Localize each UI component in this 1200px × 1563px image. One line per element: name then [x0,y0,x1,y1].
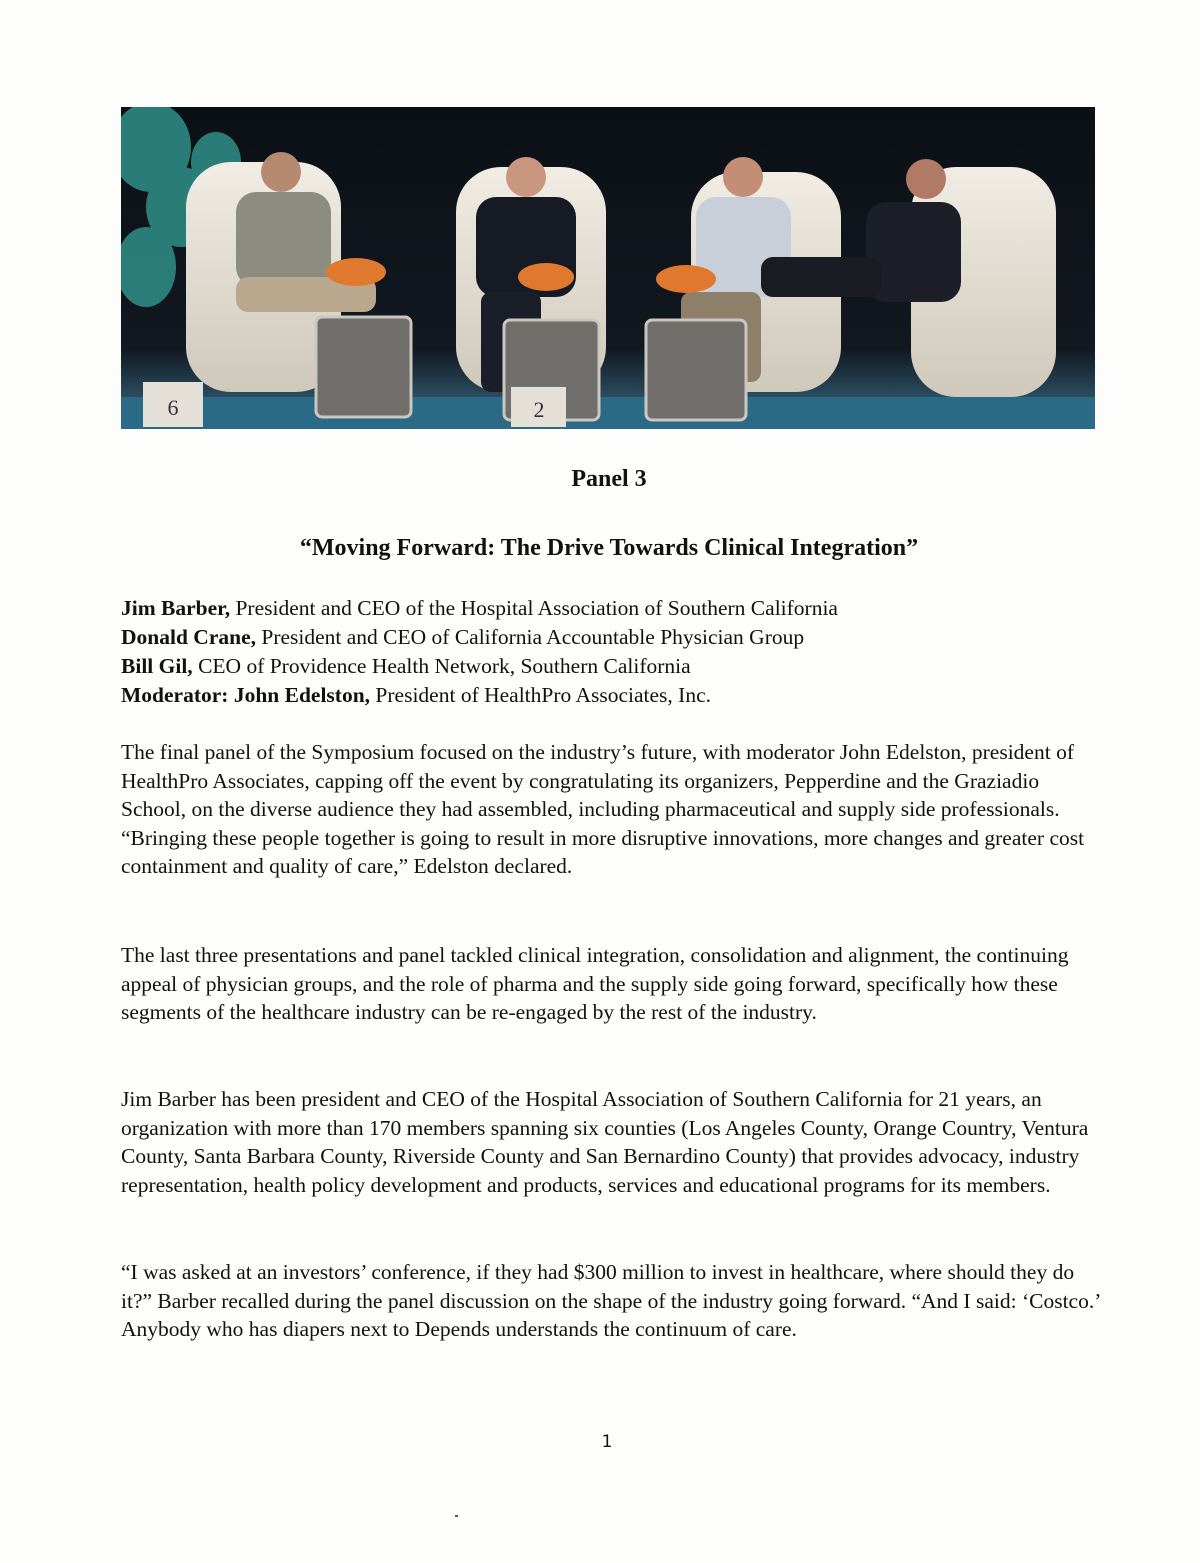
body-paragraph: The final panel of the Symposium focused on the industry’s future, with moderator John Edelston, president of HealthPro Associates, capping off the event by congratulating its organizers, Pepperdine and the Graziadio School, on the diverse audience they had assembled, including pharmaceutical and supply side professionals. “Bringing these people together is going to result in more disruptive innovations, more changes and greater cost containment and quality of care,” Edelston declared. [121,740,1085,879]
body-paragraph: “I was asked at an investors’ conference, if they had $300 million to invest in healthcare, where should they do it?” Barber recalled during the panel discussion on the shape of the industry going forward. “And I said: ‘Costco.’ Anybody who has diapers next to Depends understands the continuum of care. [121,1260,1100,1342]
panelist-item [121,623,1101,652]
panelist-item [121,681,1101,710]
body-paragraph: The last three presentations and panel tackled clinical integration, consolidation and alignment, the continuing appeal of physician groups, and the role of pharma and the supply side going forward, specifically how these segments of the healthcare industry can be re-engaged by the rest of the industry. [121,943,1069,1025]
seat-sign-6-label: 6 [167,395,179,420]
panelist-name: Bill Gil, [121,654,193,678]
panelist-name: Donald Crane, [121,625,256,649]
panelist-name: Moderator: John Edelston, [121,683,371,707]
panel-photo-illustration [121,107,1095,429]
panelist-role: President of HealthPro Associates, Inc. [370,683,711,707]
panel-photo [121,107,1095,429]
panelist-name: Jim Barber, [121,596,231,620]
body-paragraph: Jim Barber has been president and CEO of the Hospital Association of Southern California for 21 years, an organization with more than 170 members spanning six counties (Los Angeles County, Orange Country, Ventura County, Santa Barbara County, Riverside County and San Bernardino County) that provides advocacy, industry representation, health policy development and products, services and educational programs for its members. [121,1087,1089,1197]
page-title: Panel 3 [571,466,647,492]
panelist-item [121,652,1101,681]
seat-sign-2-label: 2 [533,397,545,422]
page-subtitle: “Moving Forward: The Drive Towards Clinical Integration” [299,535,919,561]
panelist-item [121,594,1101,623]
panelist-role: CEO of Providence Health Network, Southern California [192,654,691,678]
panelist-role: President and CEO of the Hospital Association of Southern California [230,596,838,620]
panelist-list [121,594,1101,710]
panelist-role: President and CEO of California Accountable Physician Group [255,625,805,649]
scan-speck [455,1515,458,1517]
page-number: 1 [601,1432,613,1452]
